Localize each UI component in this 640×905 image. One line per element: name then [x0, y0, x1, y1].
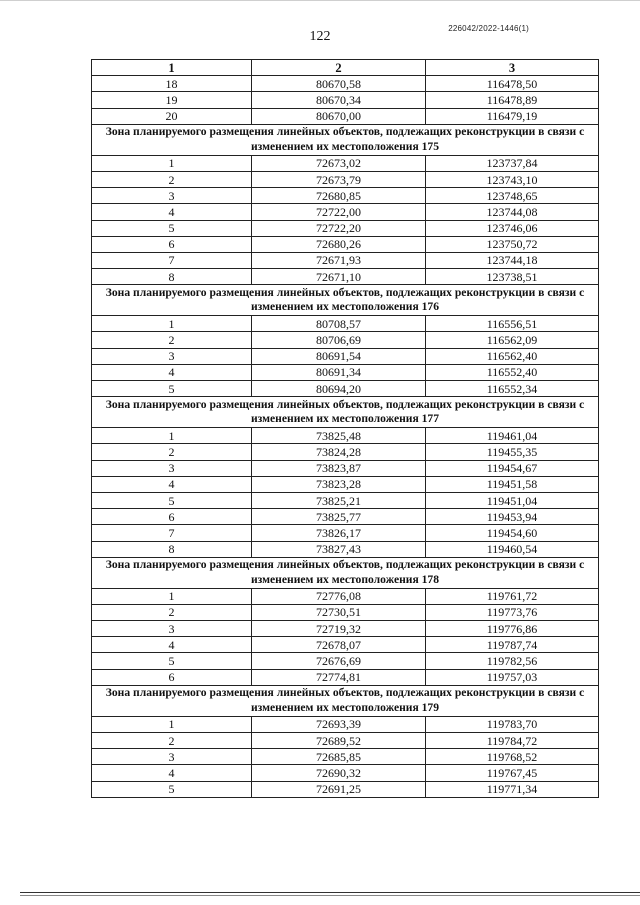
table-row [92, 108, 599, 124]
x-coordinate-cell: 72690,32 [252, 765, 426, 781]
x-coordinate-cell: 72685,85 [252, 749, 426, 765]
y-coordinate-cell: 123744,08 [426, 204, 599, 220]
y-coordinate-cell: 119454,60 [426, 525, 599, 541]
point-number-cell: 6 [92, 236, 252, 252]
table-row [92, 765, 599, 781]
document-code: 226042/2022-1446(1) [448, 24, 529, 33]
y-coordinate-cell: 123738,51 [426, 269, 599, 285]
point-number-cell: 18 [92, 76, 252, 92]
table-row [92, 541, 599, 557]
zone-title: Зона планируемого размещения линейных объектов, подлежащих реконструкции в связи с изменением их местоположения 178 [92, 557, 599, 588]
y-coordinate-cell: 123748,65 [426, 188, 599, 204]
coordinates-table [91, 59, 599, 798]
y-coordinate-cell: 116478,89 [426, 92, 599, 108]
y-coordinate-cell: 123750,72 [426, 236, 599, 252]
x-coordinate-cell: 73823,87 [252, 460, 426, 476]
y-coordinate-cell: 119776,86 [426, 621, 599, 637]
point-number-cell: 2 [92, 171, 252, 187]
y-coordinate-cell: 116552,40 [426, 364, 599, 380]
x-coordinate-cell: 73825,48 [252, 428, 426, 444]
table-row [92, 637, 599, 653]
point-number-cell: 5 [92, 220, 252, 236]
point-number-cell: 5 [92, 492, 252, 508]
y-coordinate-cell: 116562,09 [426, 332, 599, 348]
x-coordinate-cell: 80706,69 [252, 332, 426, 348]
point-number-cell: 5 [92, 653, 252, 669]
table-row [92, 348, 599, 364]
header-cell-y: 3 [426, 60, 599, 76]
table-row [92, 204, 599, 220]
zone-title-row [92, 685, 599, 716]
y-coordinate-cell: 119454,67 [426, 460, 599, 476]
point-number-cell: 4 [92, 204, 252, 220]
table-row [92, 749, 599, 765]
y-coordinate-cell: 119767,45 [426, 765, 599, 781]
point-number-cell: 7 [92, 252, 252, 268]
point-number-cell: 20 [92, 108, 252, 124]
table-row [92, 76, 599, 92]
x-coordinate-cell: 80670,58 [252, 76, 426, 92]
point-number-cell: 3 [92, 460, 252, 476]
x-coordinate-cell: 80694,20 [252, 381, 426, 397]
zone-title-row [92, 397, 599, 428]
y-coordinate-cell: 116556,51 [426, 316, 599, 332]
point-number-cell: 2 [92, 604, 252, 620]
y-coordinate-cell: 119768,52 [426, 749, 599, 765]
x-coordinate-cell: 72680,85 [252, 188, 426, 204]
header-cell-point-number: 1 [92, 60, 252, 76]
table-row [92, 733, 599, 749]
y-coordinate-cell: 119782,56 [426, 653, 599, 669]
point-number-cell: 5 [92, 781, 252, 797]
table-row [92, 588, 599, 604]
table-row [92, 155, 599, 171]
x-coordinate-cell: 72680,26 [252, 236, 426, 252]
point-number-cell: 1 [92, 588, 252, 604]
point-number-cell: 2 [92, 444, 252, 460]
point-number-cell: 6 [92, 509, 252, 525]
y-coordinate-cell: 119761,72 [426, 588, 599, 604]
table-row [92, 236, 599, 252]
x-coordinate-cell: 72776,08 [252, 588, 426, 604]
y-coordinate-cell: 116552,34 [426, 381, 599, 397]
table-row [92, 316, 599, 332]
y-coordinate-cell: 119784,72 [426, 733, 599, 749]
x-coordinate-cell: 72678,07 [252, 637, 426, 653]
y-coordinate-cell: 123744,18 [426, 252, 599, 268]
table-row [92, 492, 599, 508]
x-coordinate-cell: 73825,77 [252, 509, 426, 525]
x-coordinate-cell: 72693,39 [252, 716, 426, 732]
table-row [92, 525, 599, 541]
table-row [92, 604, 599, 620]
table-row [92, 252, 599, 268]
point-number-cell: 4 [92, 476, 252, 492]
table-row [92, 444, 599, 460]
bottom-rule [20, 892, 640, 893]
y-coordinate-cell: 116478,50 [426, 76, 599, 92]
table-row [92, 781, 599, 797]
table-row [92, 428, 599, 444]
x-coordinate-cell: 73824,28 [252, 444, 426, 460]
point-number-cell: 7 [92, 525, 252, 541]
x-coordinate-cell: 80670,00 [252, 108, 426, 124]
point-number-cell: 4 [92, 637, 252, 653]
point-number-cell: 19 [92, 92, 252, 108]
y-coordinate-cell: 119451,04 [426, 492, 599, 508]
point-number-cell: 4 [92, 765, 252, 781]
table-row [92, 220, 599, 236]
x-coordinate-cell: 72676,69 [252, 653, 426, 669]
point-number-cell: 4 [92, 364, 252, 380]
x-coordinate-cell: 73827,43 [252, 541, 426, 557]
x-coordinate-cell: 72673,79 [252, 171, 426, 187]
y-coordinate-cell: 119771,34 [426, 781, 599, 797]
table-header-row [92, 60, 599, 76]
x-coordinate-cell: 73826,17 [252, 525, 426, 541]
table-row [92, 476, 599, 492]
x-coordinate-cell: 80708,57 [252, 316, 426, 332]
table-row [92, 332, 599, 348]
zone-title-row [92, 124, 599, 155]
table-row [92, 269, 599, 285]
point-number-cell: 8 [92, 269, 252, 285]
x-coordinate-cell: 72722,20 [252, 220, 426, 236]
x-coordinate-cell: 73823,28 [252, 476, 426, 492]
point-number-cell: 1 [92, 316, 252, 332]
table-row [92, 509, 599, 525]
x-coordinate-cell: 72719,32 [252, 621, 426, 637]
y-coordinate-cell: 116562,40 [426, 348, 599, 364]
y-coordinate-cell: 116479,19 [426, 108, 599, 124]
zone-title: Зона планируемого размещения линейных объектов, подлежащих реконструкции в связи с изменением их местоположения 177 [92, 397, 599, 428]
zone-title: Зона планируемого размещения линейных объектов, подлежащих реконструкции в связи с изменением их местоположения 179 [92, 685, 599, 716]
zone-title-row [92, 285, 599, 316]
table-row [92, 653, 599, 669]
y-coordinate-cell: 119460,54 [426, 541, 599, 557]
point-number-cell: 3 [92, 188, 252, 204]
point-number-cell: 1 [92, 155, 252, 171]
y-coordinate-cell: 123743,10 [426, 171, 599, 187]
point-number-cell: 6 [92, 669, 252, 685]
table-row [92, 92, 599, 108]
y-coordinate-cell: 119757,03 [426, 669, 599, 685]
point-number-cell: 1 [92, 716, 252, 732]
x-coordinate-cell: 80670,34 [252, 92, 426, 108]
y-coordinate-cell: 119783,70 [426, 716, 599, 732]
table-row [92, 621, 599, 637]
x-coordinate-cell: 72774,81 [252, 669, 426, 685]
point-number-cell: 1 [92, 428, 252, 444]
x-coordinate-cell: 80691,34 [252, 364, 426, 380]
y-coordinate-cell: 119455,35 [426, 444, 599, 460]
table-row [92, 364, 599, 380]
point-number-cell: 8 [92, 541, 252, 557]
x-coordinate-cell: 72722,00 [252, 204, 426, 220]
y-coordinate-cell: 119451,58 [426, 476, 599, 492]
point-number-cell: 3 [92, 621, 252, 637]
x-coordinate-cell: 72671,10 [252, 269, 426, 285]
point-number-cell: 3 [92, 348, 252, 364]
x-coordinate-cell: 73825,21 [252, 492, 426, 508]
x-coordinate-cell: 72673,02 [252, 155, 426, 171]
x-coordinate-cell: 72671,93 [252, 252, 426, 268]
table-row [92, 188, 599, 204]
y-coordinate-cell: 123746,06 [426, 220, 599, 236]
table-row [92, 460, 599, 476]
page-number: 122 [309, 29, 331, 44]
y-coordinate-cell: 123737,84 [426, 155, 599, 171]
point-number-cell: 2 [92, 733, 252, 749]
point-number-cell: 3 [92, 749, 252, 765]
zone-title: Зона планируемого размещения линейных объектов, подлежащих реконструкции в связи с изменением их местоположения 176 [92, 285, 599, 316]
bottom-rule-secondary [20, 895, 640, 896]
table-row [92, 716, 599, 732]
zone-title: Зона планируемого размещения линейных объектов, подлежащих реконструкции в связи с изменением их местоположения 175 [92, 124, 599, 155]
y-coordinate-cell: 119773,76 [426, 604, 599, 620]
zone-title-row [92, 557, 599, 588]
table-row [92, 381, 599, 397]
table-row [92, 171, 599, 187]
x-coordinate-cell: 72691,25 [252, 781, 426, 797]
y-coordinate-cell: 119453,94 [426, 509, 599, 525]
table-row [92, 669, 599, 685]
x-coordinate-cell: 72730,51 [252, 604, 426, 620]
point-number-cell: 2 [92, 332, 252, 348]
x-coordinate-cell: 72689,52 [252, 733, 426, 749]
point-number-cell: 5 [92, 381, 252, 397]
header-cell-x: 2 [252, 60, 426, 76]
y-coordinate-cell: 119787,74 [426, 637, 599, 653]
coordinates-table-body [92, 60, 599, 798]
top-edge-line [0, 0, 640, 1]
x-coordinate-cell: 80691,54 [252, 348, 426, 364]
y-coordinate-cell: 119461,04 [426, 428, 599, 444]
